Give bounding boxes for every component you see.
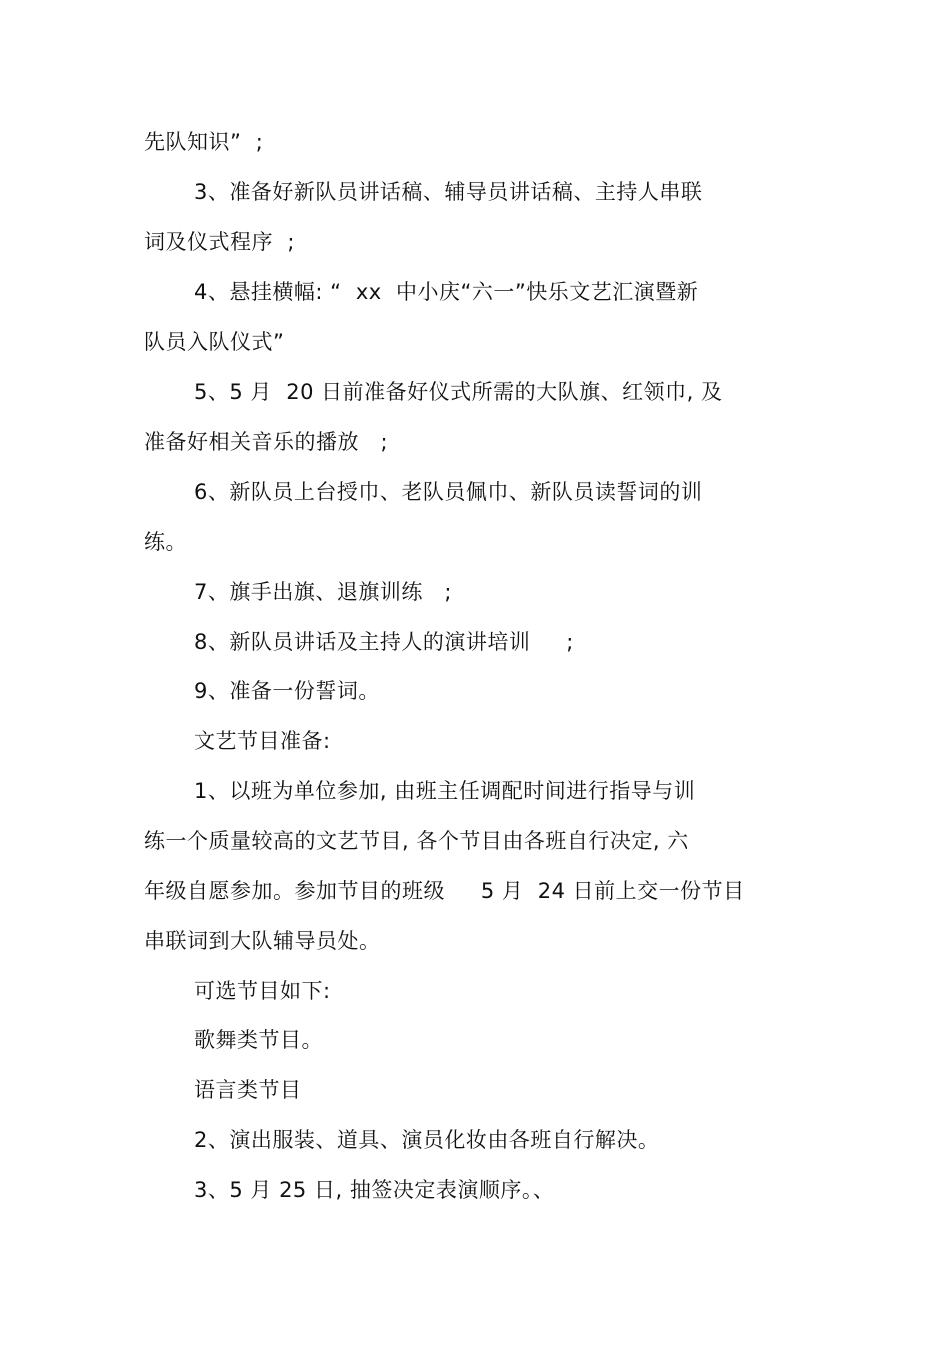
text-line: 语言类节目: [194, 1078, 302, 1102]
text-line: 串联词到大队辅导员处。: [144, 929, 381, 953]
section-heading: 文艺节目准备:: [194, 729, 331, 753]
text-line: 9、准备一份誓词。: [194, 679, 380, 703]
text-line: 练。: [144, 530, 187, 554]
text-line: 5、5 月 20 日前准备好仪式所需的大队旗、红领巾, 及: [194, 380, 723, 404]
text-line: 4、悬挂横幅: “ xx 中小庆“六一”快乐文艺汇演暨新: [194, 280, 699, 304]
text-line: 先队知识” ;: [144, 130, 264, 154]
text-line: 词及仪式程序 ;: [144, 230, 295, 254]
text-line: 8、新队员讲话及主持人的演讲培训 ;: [194, 630, 574, 654]
text-line: 2、演出服装、道具、演员化妆由各班自行解决。: [194, 1128, 660, 1152]
text-line: 7、旗手出旗、退旗训练 ;: [194, 580, 452, 604]
text-line: 队员入队仪式”: [144, 330, 285, 354]
text-line: 3、5 月 25 日, 抽签决定表演顺序。、: [194, 1178, 555, 1202]
text-line: 可选节目如下:: [194, 979, 331, 1003]
text-line: 6、新队员上台授巾、老队员佩巾、新队员读誓词的训: [194, 480, 703, 504]
text-line: 1、以班为单位参加, 由班主任调配时间进行指导与训: [194, 779, 696, 803]
text-line: 年级自愿参加。参加节目的班级 5 月 24 日前上交一份节目: [144, 879, 745, 903]
text-line: 歌舞类节目。: [194, 1028, 323, 1052]
text-line: 准备好相关音乐的播放 ;: [144, 430, 389, 454]
text-line: 练一个质量较高的文艺节目, 各个节目由各班自行决定, 六: [144, 829, 689, 853]
text-line: 3、准备好新队员讲话稿、辅导员讲话稿、主持人串联: [194, 180, 703, 204]
